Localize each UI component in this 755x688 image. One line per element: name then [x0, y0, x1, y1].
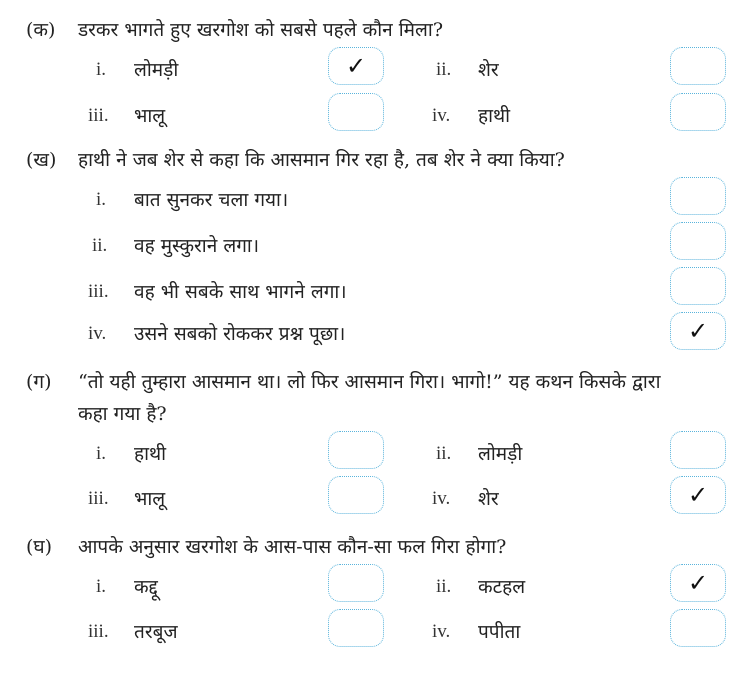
question-text: डरकर भागते हुए खरगोश को सबसे पहले कौन मिला?: [78, 19, 444, 41]
option-text: शेर: [478, 59, 499, 81]
question-ka: [26, 18, 443, 42]
option-text: पपीता: [478, 621, 521, 643]
answer-checkbox[interactable]: [328, 609, 384, 647]
answer-checkbox[interactable]: [328, 431, 384, 469]
option-text: वह भी सबके साथ भागने लगा।: [134, 281, 347, 303]
option-number: iv.: [432, 488, 451, 509]
option-number: iii.: [88, 621, 109, 642]
answer-checkbox[interactable]: ✓: [670, 564, 726, 602]
option-number: ii.: [436, 576, 452, 597]
question-label: (ग): [26, 371, 52, 393]
question-label: (ख): [26, 149, 57, 171]
answer-checkbox[interactable]: [670, 47, 726, 85]
answer-checkbox[interactable]: [328, 476, 384, 514]
option-number: ii.: [92, 235, 108, 256]
option-number: iii.: [88, 281, 109, 302]
option-number: i.: [96, 59, 107, 80]
option-number: iii.: [88, 105, 109, 126]
answer-checkbox[interactable]: [328, 564, 384, 602]
answer-checkbox[interactable]: [670, 93, 726, 131]
option-number: i.: [96, 443, 107, 464]
option-text: भालू: [134, 105, 166, 127]
question-ga: [26, 370, 661, 394]
answer-checkbox[interactable]: ✓: [328, 47, 384, 85]
question-text: आपके अनुसार खरगोश के आस-पास कौन-सा फल गिरा होगा?: [78, 536, 507, 558]
question-text-continued: कहा गया है?: [78, 403, 167, 425]
answer-checkbox[interactable]: ✓: [670, 476, 726, 514]
answer-checkbox[interactable]: [670, 267, 726, 305]
option-text: भालू: [134, 488, 166, 510]
option-number: ii.: [436, 443, 452, 464]
option-text: शेर: [478, 488, 499, 510]
answer-checkbox[interactable]: ✓: [670, 312, 726, 350]
option-text: हाथी: [134, 443, 167, 465]
option-text: लोमड़ी: [478, 443, 523, 465]
option-text: हाथी: [478, 105, 511, 127]
option-number: i.: [96, 576, 107, 597]
question-kha: [26, 148, 565, 172]
option-number: i.: [96, 189, 107, 210]
answer-checkbox[interactable]: [670, 431, 726, 469]
option-number: iv.: [88, 323, 107, 344]
option-text: बात सुनकर चला गया।: [134, 189, 289, 211]
option-text: वह मुस्कुराने लगा।: [134, 235, 260, 257]
question-gha: [26, 535, 506, 559]
option-text: लोमड़ी: [134, 59, 179, 81]
option-text: तरबूज: [134, 621, 178, 643]
answer-checkbox[interactable]: [328, 93, 384, 131]
option-number: ii.: [436, 59, 452, 80]
option-text: कटहल: [478, 576, 526, 598]
option-text: उसने सबको रोककर प्रश्न पूछा।: [134, 323, 346, 345]
question-text: हाथी ने जब शेर से कहा कि आसमान गिर रहा है, तब शेर ने क्या किया?: [78, 149, 565, 171]
option-number: iii.: [88, 488, 109, 509]
option-text: कद्दू: [134, 576, 158, 598]
answer-checkbox[interactable]: [670, 222, 726, 260]
option-number: iv.: [432, 105, 451, 126]
answer-checkbox[interactable]: [670, 177, 726, 215]
option-number: iv.: [432, 621, 451, 642]
question-text: “तो यही तुम्हारा आसमान था। लो फिर आसमान गिरा। भागो!” यह कथन किसके द्वारा: [78, 371, 661, 393]
question-label: (घ): [26, 536, 53, 558]
answer-checkbox[interactable]: [670, 609, 726, 647]
question-label: (क): [26, 19, 56, 41]
